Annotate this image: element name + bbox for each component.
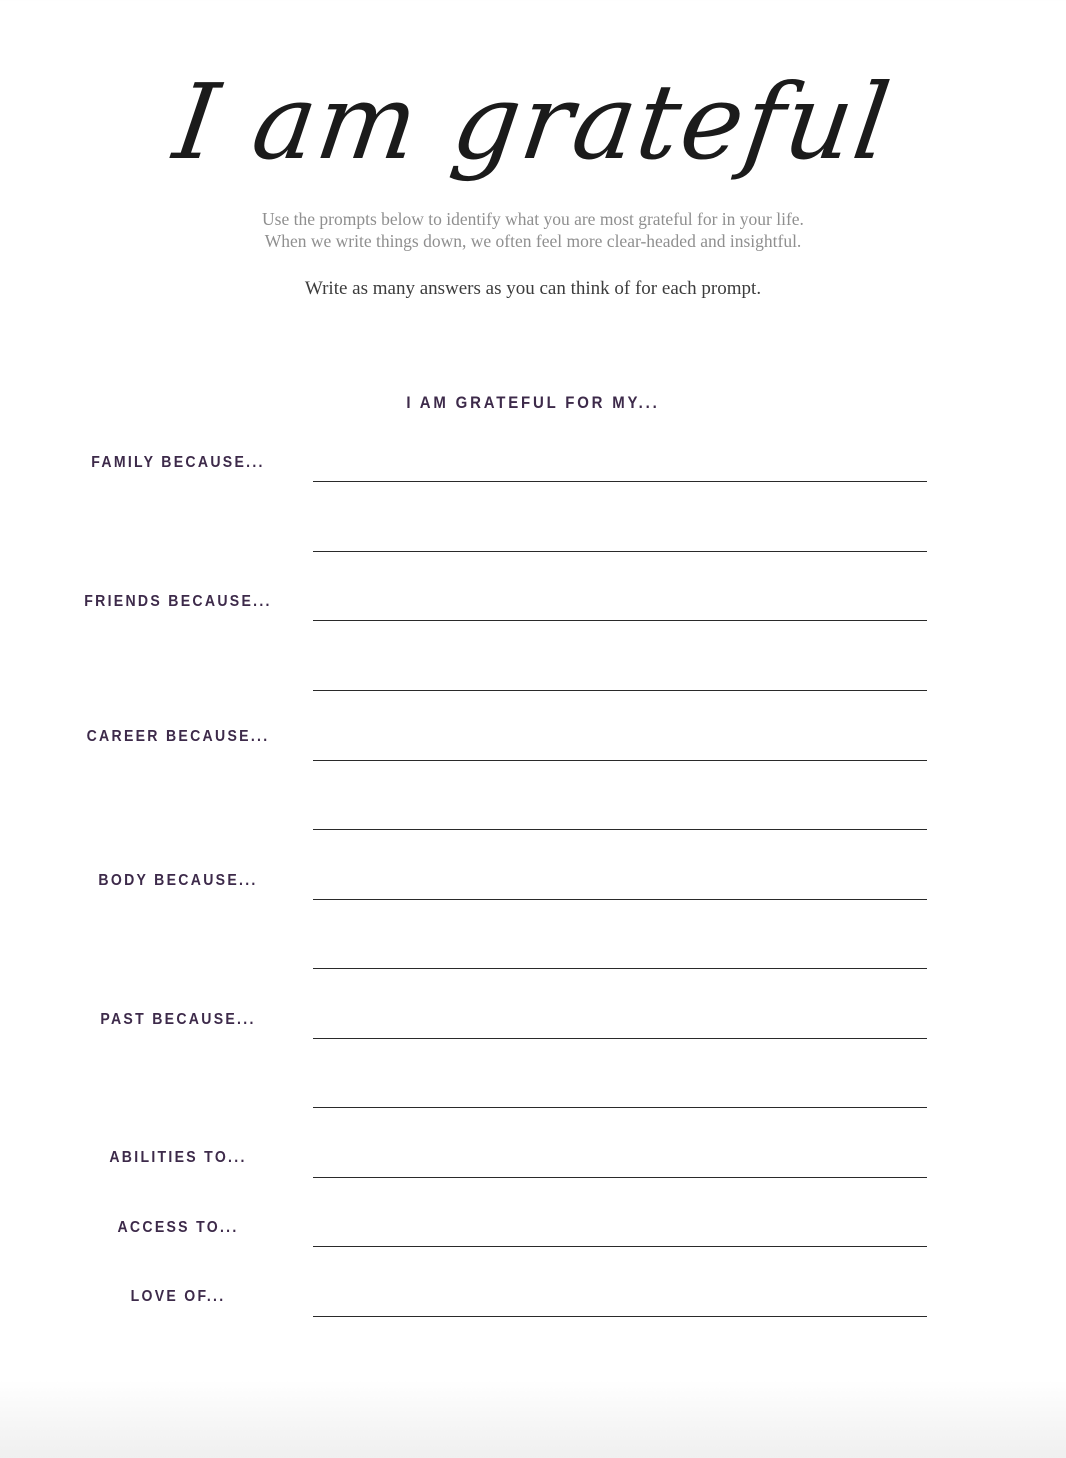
answer-line-career-2[interactable] bbox=[313, 829, 927, 830]
prompt-label-past: PAST BECAUSE... bbox=[100, 1011, 256, 1028]
answer-line-family-2[interactable] bbox=[313, 551, 927, 552]
answer-line-love-1[interactable] bbox=[313, 1316, 927, 1317]
answer-line-career-1[interactable] bbox=[313, 760, 927, 761]
page-title: I am grateful bbox=[167, 61, 899, 183]
instruction-text: Write as many answers as you can think of for each prompt. bbox=[304, 278, 762, 299]
answer-line-friends-2[interactable] bbox=[313, 690, 927, 691]
answer-line-past-1[interactable] bbox=[313, 1038, 927, 1039]
prompt-label-family: FAMILY BECAUSE... bbox=[91, 454, 265, 471]
prompt-label-abilities: ABILITIES TO... bbox=[109, 1149, 247, 1166]
section-heading: I AM GRATEFUL FOR MY... bbox=[406, 393, 660, 412]
intro-text-line-1: Use the prompts below to identify what you are most grateful for in your life. bbox=[262, 209, 804, 229]
answer-line-past-2[interactable] bbox=[313, 1107, 927, 1108]
answer-line-body-2[interactable] bbox=[313, 968, 927, 969]
prompt-label-friends: FRIENDS BECAUSE... bbox=[84, 593, 272, 610]
answer-line-friends-1[interactable] bbox=[313, 620, 927, 621]
answer-line-abilities-1[interactable] bbox=[313, 1177, 927, 1178]
prompt-label-body: BODY BECAUSE... bbox=[98, 872, 258, 889]
answer-line-family-1[interactable] bbox=[313, 481, 927, 482]
prompt-label-love: LOVE OF... bbox=[130, 1288, 226, 1305]
intro-text-line-2: When we write things down, we often feel more clear-headed and insightful. bbox=[264, 231, 802, 251]
answer-line-access-1[interactable] bbox=[313, 1246, 927, 1247]
prompt-label-career: CAREER BECAUSE... bbox=[86, 728, 270, 745]
answer-line-body-1[interactable] bbox=[313, 899, 927, 900]
prompt-label-access: ACCESS TO... bbox=[117, 1219, 239, 1236]
